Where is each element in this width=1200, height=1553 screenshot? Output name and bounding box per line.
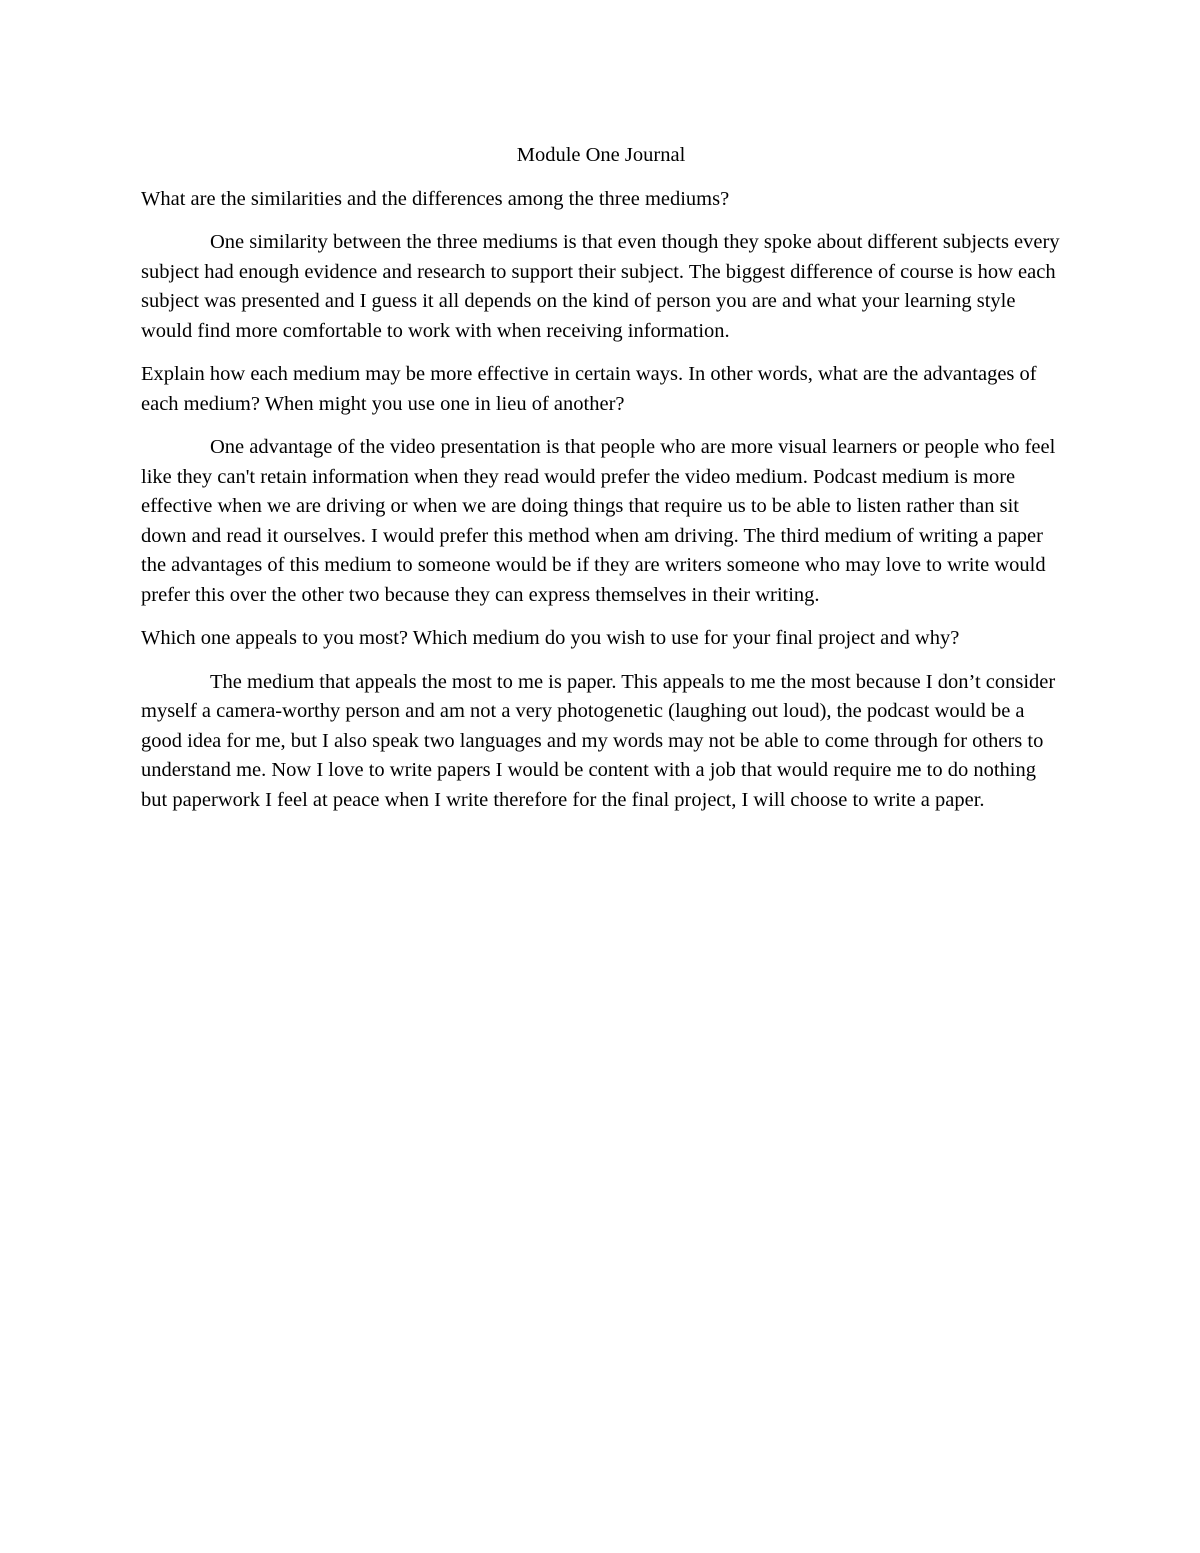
document-body — [141, 141, 1061, 829]
answer-3: The medium that appeals the most to me is paper. This appeals to me the most because I don’t consider myself a camera-worthy person and am not a very photogenetic (laughing out loud), the podcast would be a good idea for me, but I also speak two languages and my words may not be able to come through for others to understand me. Now I love to write papers I would be content with a job that would require me to do nothing but paperwork I feel at peace when I write therefore for the final project, I will choose to write a paper. — [141, 670, 1056, 811]
question-3: Which one appeals to you most? Which medium do you wish to use for your final project and why? — [141, 627, 960, 649]
answer-1: One similarity between the three mediums is that even though they spoke about different subjects every subject had enough evidence and research to support their subject. The biggest difference of course is how each subject was presented and I guess it all depends on the kind of person you are and what your learning style would find more comfortable to work with when receiving information. — [141, 231, 1060, 342]
question-2: Explain how each medium may be more effective in certain ways. In other words, what are the advantages of each medium? When might you use one in lieu of another? — [141, 363, 1037, 415]
question-1: What are the similarities and the differences among the three mediums? — [141, 187, 730, 210]
answer-2: One advantage of the video presentation is that people who are more visual learners or people who feel like they can't retain information when they read would prefer the video medium. Podcast medium is more effective when we are driving or when we are doing things that require us to be able to listen rather than sit down and read it ourselves. I would prefer this method when am driving. The third medium of writing a paper the advantages of this medium to someone would be if they are writers someone who may love to write would prefer this over the other two because they can express themselves in their writing. — [141, 436, 1056, 606]
document-title: Module One Journal — [516, 144, 686, 166]
